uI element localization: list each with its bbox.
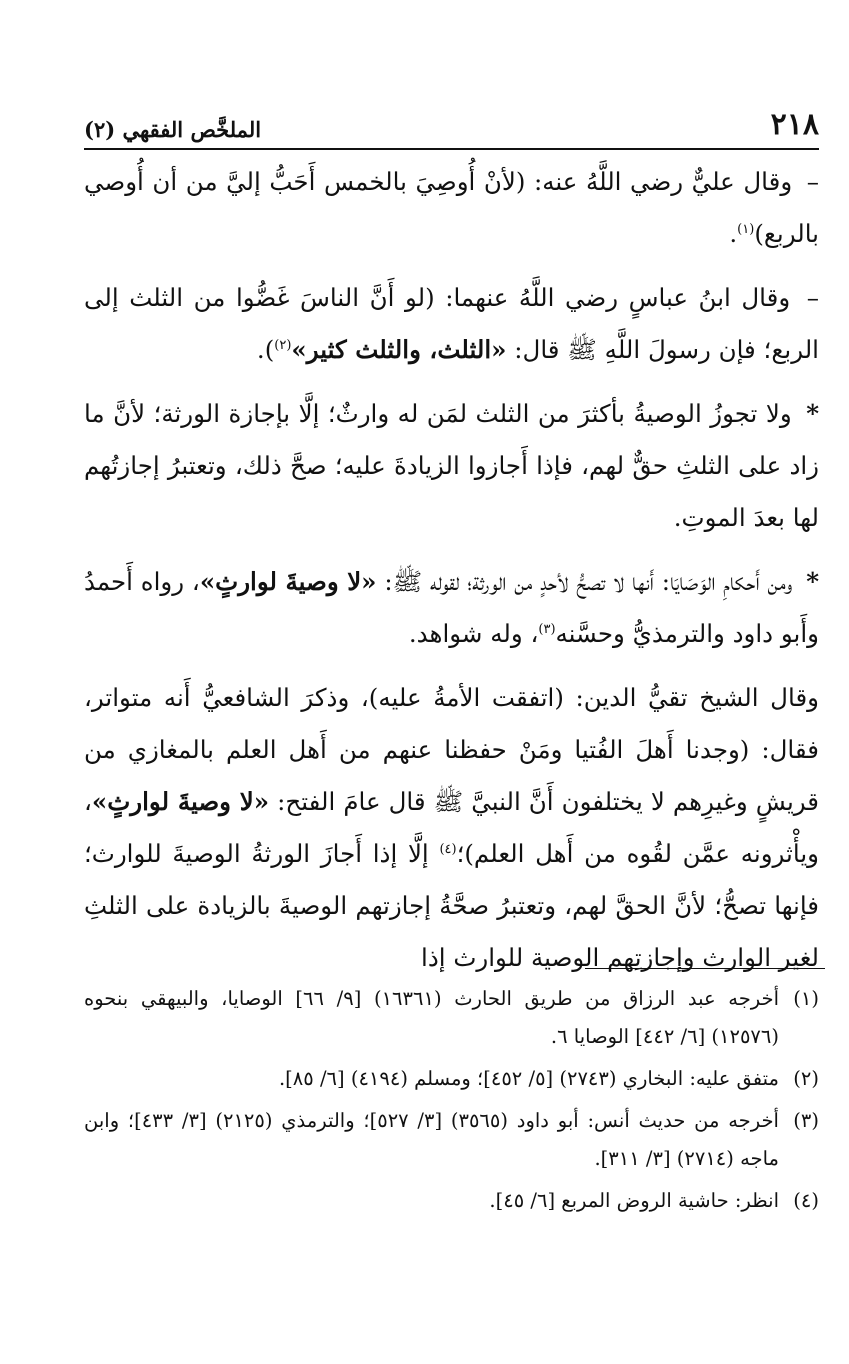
footnote-text: أخرجه من حديث أنس: أبو داود (٣٥٦٥) [٣/ ٥٢٧]؛ والترمذي (٢١٢٥) [٣/ ٤٣٣]؛ وابن ماجه (٢٧١٤) [٣/ ٣١١]. [84,1109,779,1170]
star-marker: * [806,567,819,596]
page-header [84,96,819,150]
footnote-ref: (٤) [439,841,457,857]
page-number: ٢١٨ [770,107,819,142]
paragraph-ibn-abbas [84,272,819,376]
footnote-item [84,1102,819,1178]
dash-marker: – [806,283,819,312]
paragraph-rule-third [84,388,819,544]
paragraph-rule-heir [84,556,819,660]
footnote-text: متفق عليه: البخاري (٢٧٤٣) [٥/ ٤٥٢]؛ ومسلم (٤١٩٤) [٦/ ٨٥]. [278,1067,779,1090]
main-text [84,156,819,996]
paragraph-text-cont: ، رواه أَحمدُ وأَبو داود والترمذيُّ وحسَّنه [84,567,819,648]
footnote-number: (٢) [793,1067,819,1090]
hadith-quote: «الثلث، والثلث كثير» [291,335,507,364]
paragraph-sheikh [84,672,819,984]
footnote-divider [585,968,825,969]
paragraph-end: . [729,219,738,248]
paragraph-text-end: ، وله شواهد. [408,619,539,648]
footnote-ref: (٢) [274,337,292,353]
footnote-ref: (٣) [538,621,556,637]
paragraph-ali [84,156,819,260]
footnote-ref: (١) [737,221,755,237]
paragraph-text: وقال عليٌّ رضي اللَّهُ عنه: (لأنْ أُوصِيَ بالخمس أَحَبُّ إليَّ من أن أُوصي بالربع) [84,167,819,248]
star-marker: * [806,399,819,428]
footnote-item [84,1060,819,1098]
footnote-number: (٤) [793,1189,819,1212]
footnote-number: (١) [793,987,819,1010]
paragraph-text: وقال الشيخ تقيُّ الدين: (اتفقت الأمةُ عليه)، وذكرَ الشافعيُّ أَنه متواتر، فقال: (وجدنا أَهلَ الفُتيا ومَنْ حفظنا عنهم من أَهل العلم بالمغازي من قريشٍ وغيرِهم لا يختلفون أَنَّ النبيَّ ﷺ قال عامَ الفتح: [84,683,819,816]
footnote-item [84,980,819,1056]
running-title: الملخَّص الفقهي (٢) [84,117,262,142]
footnote-text: انظر: حاشية الروض المربع [٦/ ٤٥]. [489,1189,779,1212]
paragraph-end: ). [256,335,275,364]
paragraph-text-end: إلَّا إذا أَجازَ الورثةُ الوصيةَ للوارث؛ فإنها تصحُّ؛ لأنَّ الحقَّ لهم، وتعتبرُ صحَّةُ إجازتهم الوصيةَ بالزيادة على الثلثِ لغير الوارث وإجازتِهم الوصية للوارث إذا [84,839,819,972]
paragraph-text: ولا تجوزُ الوصيةُ بأكثرَ من الثلث لمَن له وارثٌ؛ إلَّا بإجازة الورثة؛ لأنَّ ما زاد على الثلثِ حقٌّ لهم، فإذا أَجازوا الزيادةَ عليه؛ صحَّ ذلك، وتعتبرُ إجازتُهم لها بعدَ الموتِ. [84,399,819,532]
footnote-text: أخرجه عبد الرزاق من طريق الحارث (١٦٣٦١) [٩/ ٦٦] الوصايا، والبيهقي بنحوه (١٢٥٧٦) [٦/ ٤٤٢] الوصايا ٦. [84,987,779,1048]
footnotes [84,980,819,1224]
hadith-quote: «لا وصيةَ لوارثٍ» [91,787,270,816]
paragraph-text-cont: ، ويأْثرونه عمَّن لقُوه من أَهل العلم)؛ [84,787,819,868]
footnote-number: (٣) [793,1109,819,1132]
paragraph-text: ومن أَحكامِ الوَصَايَا: أَنها لا تصحُّ لأحدٍ من الورثة؛ لقوله ﷺ: [384,567,793,596]
dash-marker: – [806,167,820,196]
footnote-item [84,1182,819,1220]
hadith-quote: «لا وصيةَ لوارثٍ» [199,567,377,596]
paragraph-text: وقال ابنُ عباسٍ رضي اللَّهُ عنهما: (لو أَنَّ الناسَ غَضُّوا من الثلث إلى الربع؛ فإن رسولَ اللَّهِ ﷺ قال: [84,283,819,364]
